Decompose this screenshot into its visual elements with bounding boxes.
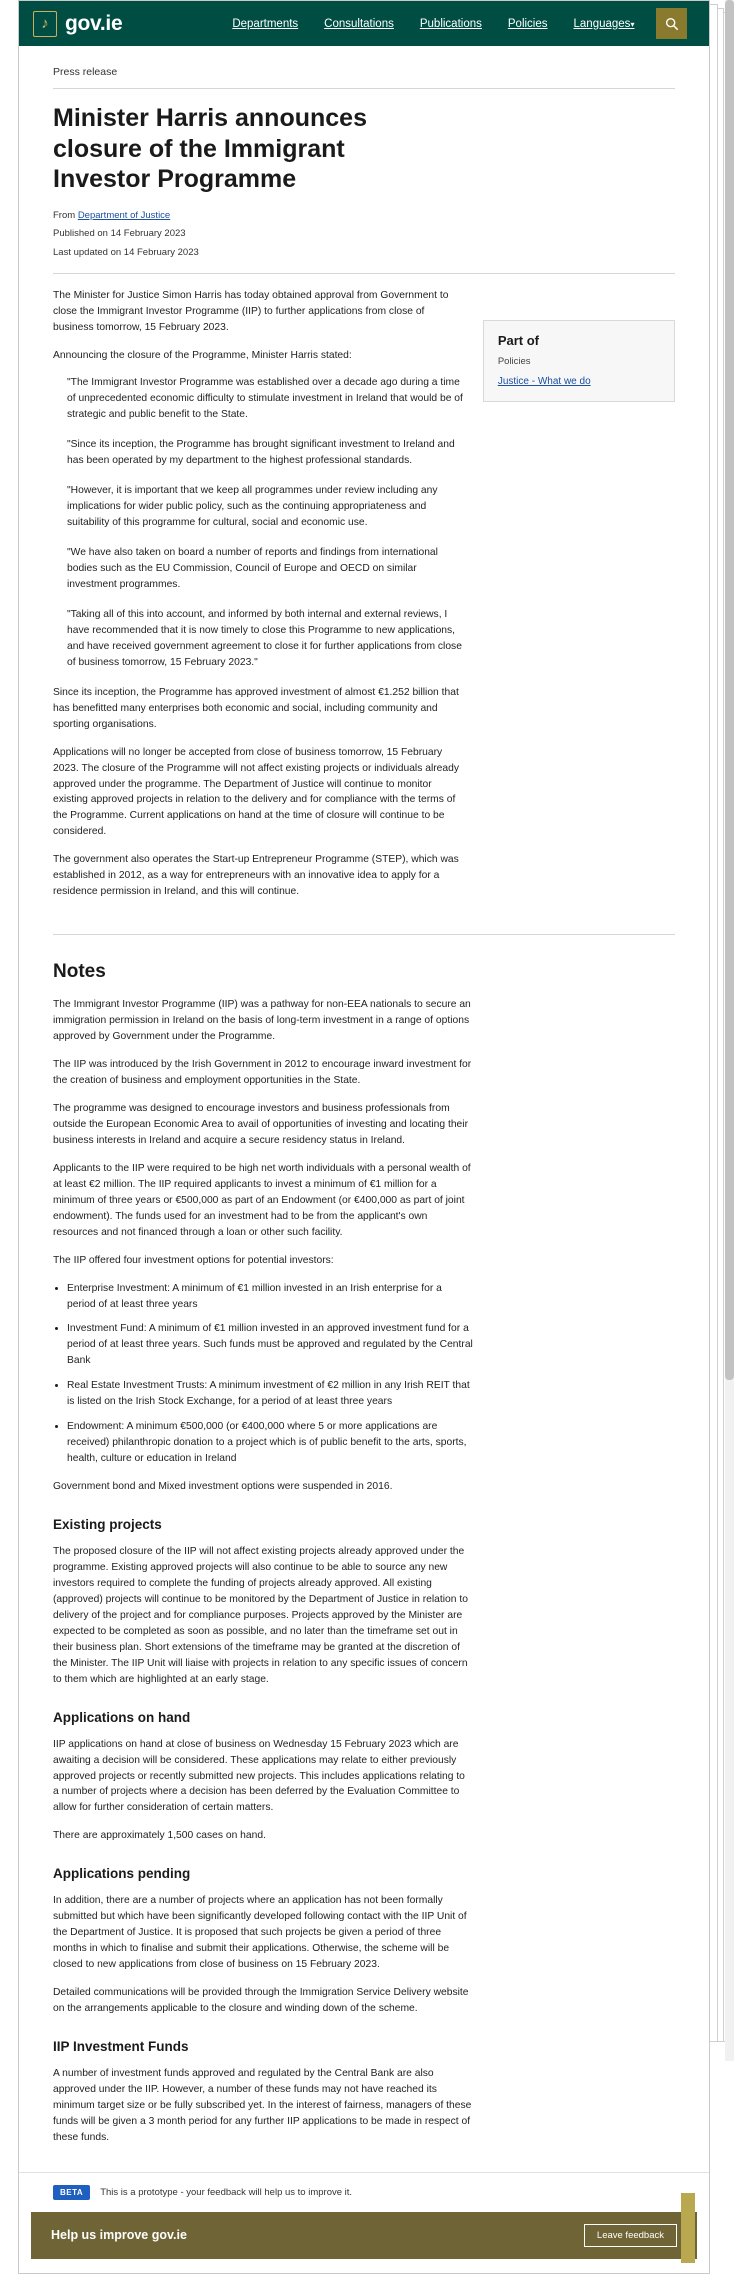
notes-paragraph-4: Applicants to the IIP were required to be high net worth individuals with a personal wealth of at least €2 million. The IIP required applicants to invest a minimum of €1 million for a minimum of three years or €500,000 as part of an Endowment (or €400,000 as part of joint endowment). The funds used for an investment had to be from the applicant's own resources and not financed through a loan or other such facility. — [53, 1162, 471, 1238]
nav-item-languages[interactable] — [574, 18, 635, 30]
minister-quote-2: "Since its inception, the Programme has brought significant investment to Ireland and has been operated by my department to the highest professional standards. — [67, 439, 455, 467]
site-logo[interactable] — [33, 11, 122, 37]
notes-paragraph-3: The programme was designed to encourage investors and business professionals from outside the European Economic Area to avail of opportunities of investing and locating their business interests in Ireland and acquire a secure residency status in Ireland. — [53, 1102, 468, 1146]
document-page — [18, 0, 710, 2274]
feedback-banner — [31, 2212, 697, 2259]
notes-paragraph-1: The Immigrant Investor Programme (IIP) was a pathway for non-EEA nationals to secure an immigration permission in Ireland on the basis of long-term investment in a range of options approved by Government under the Programme. — [53, 999, 471, 1043]
applications-pending-paragraph-1: In addition, there are a number of projects where an application has not been formally submitted but which have been significantly developed following contact with the IIP Unit of the Department of Justice. It is proposed that such projects be given a period of three months in which to finalise and submit their applications. Otherwise, the scheme will be closed to new applications from close of business on 15 February 2023. — [53, 1895, 467, 1971]
intro-paragraph-1: The Minister for Justice Simon Harris has today obtained approval from Government to close the Immigrant Investor Programme (IIP) to further applications from close of business tomorrow, 15 February 2023. — [53, 289, 449, 333]
document-content — [19, 46, 709, 2146]
intro-paragraph-2: Announcing the closure of the Programme, Minister Harris stated: — [53, 349, 352, 361]
list-item: • Real Estate Investment Trusts: A minimum investment of €2 million in any Irish REIT that is listed on the Irish Stock Exchange, for a period of at least three years — [67, 1378, 473, 1410]
minister-quote-1: "The Immigrant Investor Programme was established over a decade ago during a time of unprecedented economic difficulty to stimulate investment in Ireland that would be of strategic and public benefit to the State. — [67, 377, 463, 421]
chevron-down-icon: ▾ — [630, 19, 635, 29]
meta-divider — [53, 273, 675, 274]
search-icon — [665, 17, 679, 31]
applications-closure-paragraph: Applications will no longer be accepted from close of business tomorrow, 15 February 2023. The closure of the Programme will not affect existing projects or individuals already approved under the programme. The Department of Justice will continue to monitor existing approved projects in relation to the delivery and for compliance with the terms of the Programme. Current applications on hand at the time of closure will continue to be considered. — [53, 746, 459, 838]
leave-feedback-button[interactable]: Leave feedback — [584, 2224, 677, 2247]
suspended-options-paragraph: Government bond and Mixed investment options were suspended in 2016. — [53, 1481, 393, 1493]
feedback-title: Help us improve gov.ie — [51, 2228, 187, 2243]
scrollbar-thumb[interactable] — [725, 0, 734, 1380]
applications-on-hand-paragraph-1: IIP applications on hand at close of business on Wednesday 15 February 2023 which are awaiting a decision will be considered. These applications may relate to either previously approved projects or recently submitted new projects. This includes applications relating to a number of projects where a decision has been deferred by the Evaluation Committee to allow for further consideration of certain matters. — [53, 1738, 465, 1814]
part-of-heading: Part of — [497, 332, 539, 348]
minister-quote-4: "We have also taken on board a number of reports and findings from international bodies such as the EU Commission, Council of Europe and OECD on similar investment programmes. — [67, 547, 438, 590]
applications-pending-heading: Applications pending — [53, 1866, 191, 1882]
applications-pending-paragraph-2: Detailed communications will be provided through the Immigration Service Delivery website on the arrangements applicable to the closure and winding down of the scheme. — [53, 1987, 469, 2015]
brand-name: gov.ie — [65, 11, 123, 35]
minister-quote-3: "However, it is important that we keep all programmes under review including any implications for wider public policy, such as the continuing appropriateness and suitability of this programme for cultural, social and economic use. — [67, 485, 438, 529]
nav-item-policies[interactable]: Policies — [507, 17, 548, 30]
updated-date: Last updated on 14 February 2023 — [53, 246, 199, 258]
kicker-divider — [53, 88, 675, 89]
existing-projects-heading: Existing projects — [53, 1517, 162, 1533]
main-navigation — [232, 18, 634, 30]
document-source — [53, 209, 675, 224]
list-item: • Endowment: A minimum €500,000 (or €400,000 where 5 or more applications are received) philanthropic donation to a project which is of public benefit to the arts, sports, health, culture or education in Ireland — [67, 1419, 473, 1467]
page-scrollbar[interactable] — [725, 0, 734, 2061]
beta-message: This is a prototype - your feedback will help us to improve it. — [100, 2186, 353, 2198]
list-item: • Investment Fund: A minimum of €1 million invested in an approved investment fund for a period of at least three years. Such funds must be approved and regulated by the Central Bank — [67, 1321, 473, 1369]
nav-item-consultations[interactable]: Consultations — [324, 17, 394, 30]
applications-on-hand-paragraph-2: There are approximately 1,500 cases on hand. — [53, 1830, 266, 1842]
page-corner-decoration — [681, 2193, 695, 2263]
body-columns — [53, 288, 675, 913]
list-item: • Enterprise Investment: A minimum of €1 million invested in an Irish enterprise for a period of at least three years — [67, 1281, 473, 1313]
search-button[interactable] — [656, 8, 687, 39]
nav-item-publications[interactable]: Publications — [419, 17, 482, 30]
from-label: From — [53, 209, 76, 221]
minister-quote-5: "Taking all of this into account, and informed by both internal and external reviews, I have recommended that it is now timely to close this Programme to new applications, and have received government agreement to close it for further applications from close of business tomorrow, 15 February 2023." — [67, 608, 462, 668]
main-column — [53, 288, 465, 913]
department-link[interactable]: Department of Justice — [77, 209, 171, 221]
document-kicker: Press release — [53, 66, 118, 78]
iip-investment-funds-paragraph: A number of investment funds approved and regulated by the Central Bank are also approved under the IIP. However, a number of these funds may not have reached its minimum target size or be fully subscribed yet. In the interest of fairness, managers of these funds will be given a 3 month period for any further IIP applications to be made in respect of these funds. — [53, 2068, 472, 2143]
investment-options-list — [53, 1281, 473, 1468]
harp-icon: ♪ — [33, 11, 57, 37]
beta-banner — [19, 2172, 709, 2212]
applications-on-hand-heading: Applications on hand — [53, 1709, 191, 1725]
site-header — [19, 1, 709, 46]
notes-paragraph-2: The IIP was introduced by the Irish Government in 2012 to encourage inward investment for the creation of business and employment opportunities in the State. — [53, 1059, 472, 1087]
page-title: Minister Harris announces closure of the Immigrant Investor Programme — [53, 104, 367, 193]
nav-item-languages-label: Languages — [573, 17, 631, 30]
notes-paragraph-5: The IIP offered four investment options for potential investors: — [53, 1254, 334, 1266]
step-programme-paragraph: The government also operates the Start-up Entrepreneur Programme (STEP), which was established in 2012, as a way for entrepreneurs with an innovative idea to apply for a residence permission in Ireland, and this will continue. — [53, 854, 459, 898]
policy-link-justice[interactable]: Justice - What we do — [497, 375, 591, 387]
notes-divider — [53, 934, 675, 935]
iip-investment-funds-heading: IIP Investment Funds — [53, 2039, 189, 2054]
beta-badge: BETA — [53, 2185, 90, 2200]
notes-heading: Notes — [53, 961, 106, 983]
side-column — [483, 288, 675, 402]
nav-item-departments[interactable]: Departments — [232, 17, 299, 30]
published-date: Published on 14 February 2023 — [53, 228, 186, 240]
notes-section — [53, 961, 473, 2146]
existing-projects-paragraph: The proposed closure of the IIP will not affect existing projects already approved under the programme. Existing approved projects will also continue to be able to source any new investors required to complete the funding of projects already approved. All existing (approved) projects will continue to be monitored by the Department of Justice in relation to delivery of the project and for compliance purposes. Projects approved by the Minister are expected to be completed as soon as possible, and no later than the timeframe set out in their business plan. Short extensions of the timeframe may be granted at the discretion of the Minister. The IIP Unit will liaise with projects in relation to any specific issues of concern to them which are highlighted at an early stage. — [53, 1546, 468, 1685]
policies-label: Policies — [497, 355, 531, 367]
investment-total-paragraph: Since its inception, the Programme has approved investment of almost €1.252 billion that has benefitted many enterprises both economic and social, including community and sporting organisations. — [53, 686, 459, 730]
part-of-box — [483, 320, 675, 402]
